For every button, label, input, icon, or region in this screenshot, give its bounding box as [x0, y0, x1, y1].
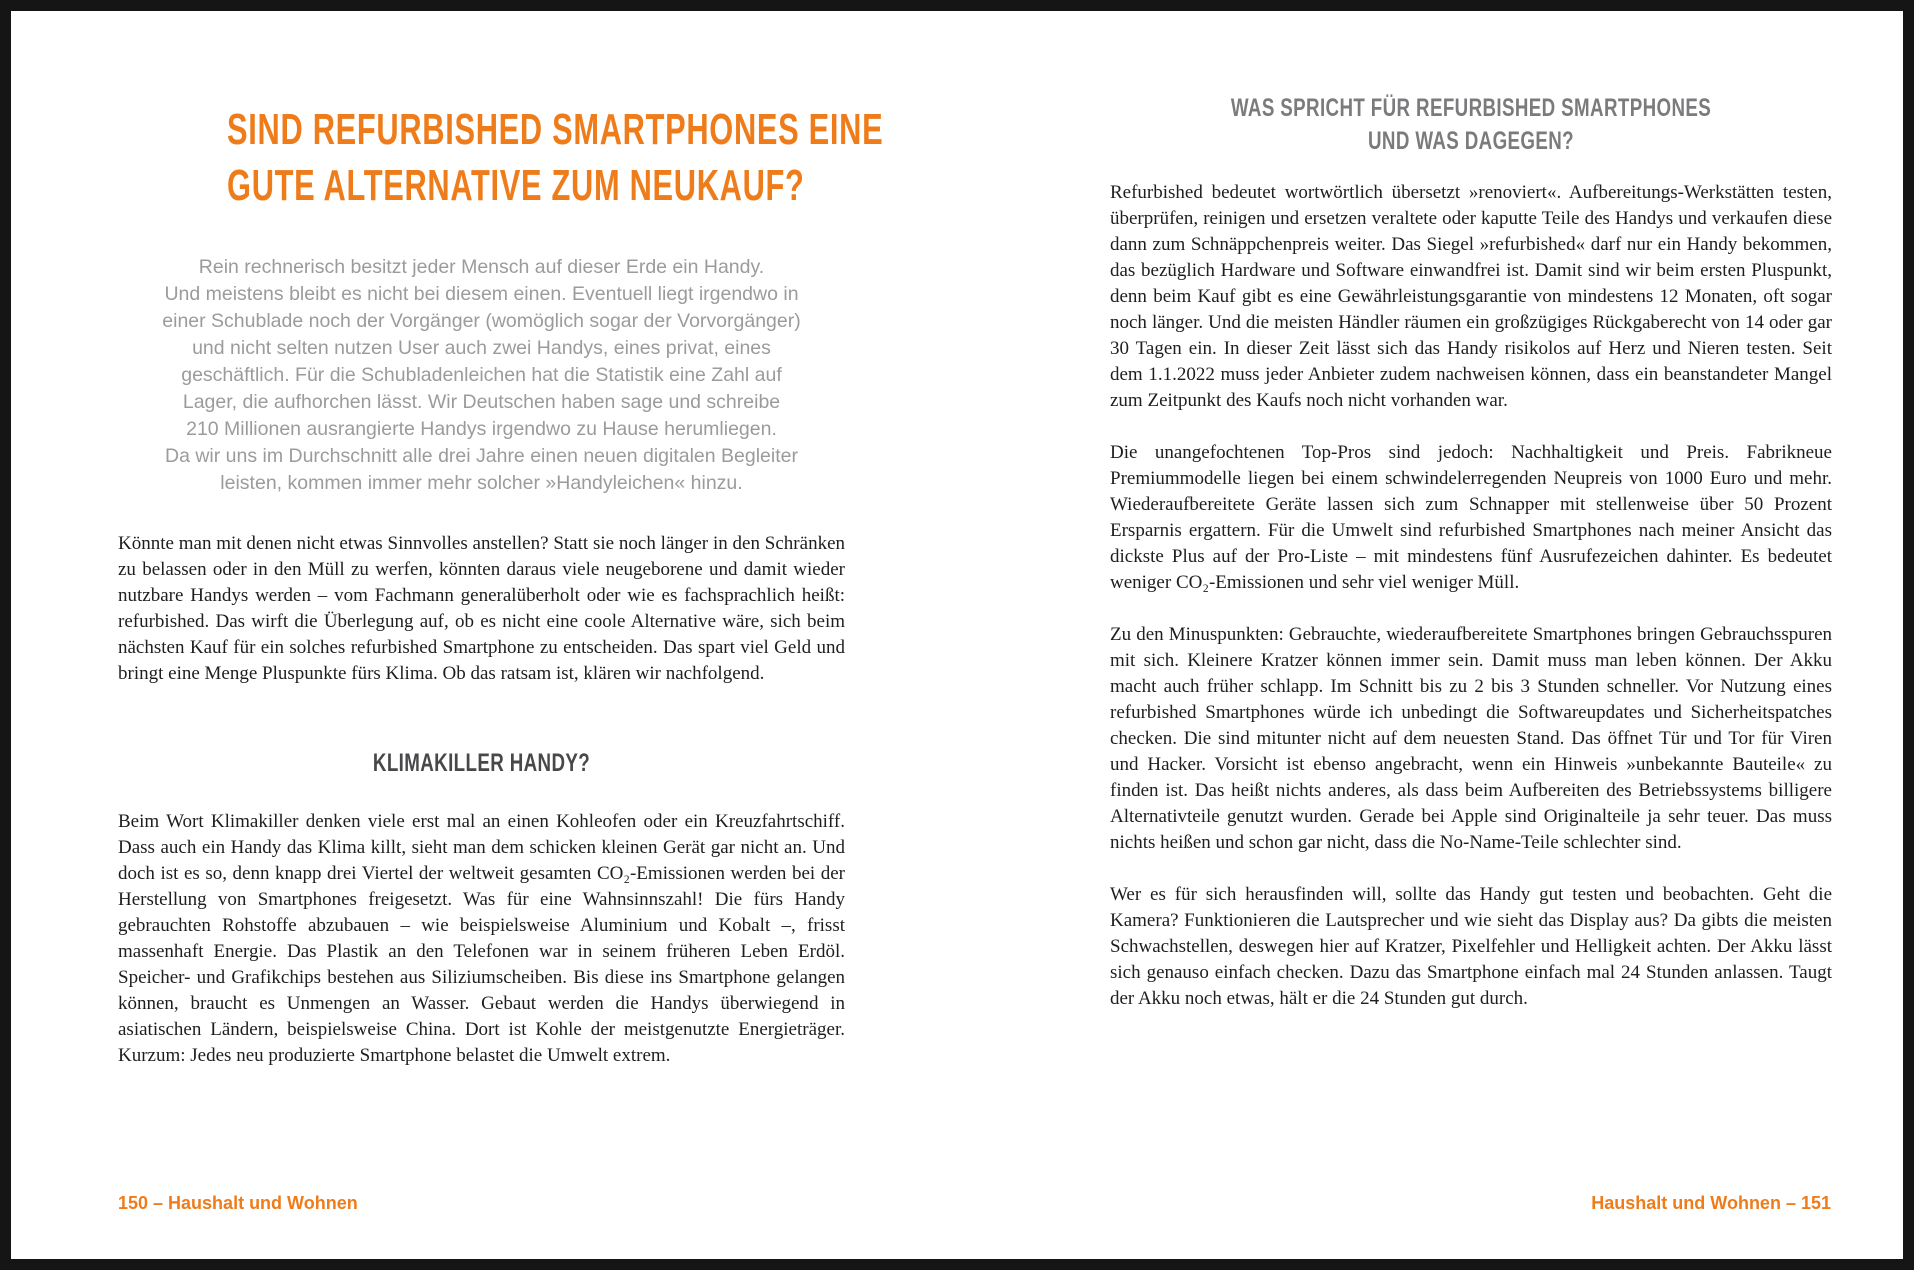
intro-line: Lager, die aufhorchen lässt. Wir Deutschen haben sage und schreibe — [182, 391, 781, 413]
body-paragraph: Wer es für sich herausfinden will, sollte das Handy gut testen und beobachten. Geht die Kamera? Funktionieren die Lautsprecher und wie sieht das Display aus? Da gibts die meisten Schwachstellen, deswegen hier auf Kratzer, Pixelfehler und Helligkeit achten. Der Akku lässt sich genauso einfach checken. Dazu das Smartphone einfach mal 24 Stunden anlassen. Taugt der Akku noch etwas, hält er die 24 Stunden gut durch. — [1110, 884, 1832, 1009]
body-paragraph: Beim Wort Klimakiller denken viele erst mal an einen Kohleofen oder ein Kreuzfahrtschiff. Dass auch ein Handy das Klima killt, sieht man dem schicken kleinen Gerät gar nicht an. Und doch ist es so, denn knapp drei Viertel der weltweit gesamten CO₂-Emissionen werden bei der Herstellung von Smartphones freigesetzt. Was für eine Wahnsinnszahl! Die fürs Handy gebrauchten Rohstoffe abzubauen – wie beispielsweise Aluminium und Kobalt –, frisst massenhaft Energie. Das Plastik an den Telefonen war in seinem früheren Leben Erdöl. Speicher- und Grafikchips bestehen aus Siliziumscheiben. Bis diese ins Smartphone gelangen können, braucht es Unmengen an Wasser. Gebaut werden die Handys überwiegend in asiatischen Ländern, beispielsweise China. Dort ist Kohle der meistgenutzte Energieträger. Kurzum: Jedes neu produzierte Smartphone belastet die Umwelt extrem. — [118, 811, 845, 1066]
intro-line: leisten, kommen immer mehr solcher »Handyleichen« hinzu. — [220, 472, 743, 494]
right-page-content — [1110, 92, 1832, 1038]
body-paragraph: Die unangefochtenen Top-Pros sind jedoch: Nachhaltigkeit und Preis. Fabrikneue Premiummodelle liegen bei einem schwindelerregenden Neupreis von 1000 Euro und mehr. Wiederaufbereitete Geräte lassen sich zum Schnapper mit stellenweise über 50 Prozent Ersparnis ergattern. Für die Umwelt sind refurbished Smartphones nach meiner Ansicht das dickste Plus auf der Pro-Liste – mit mindestens fünf Ausrufezeichen dahinter. Es bedeutet weniger CO₂-Emissionen und sehr viel weniger Müll. — [1110, 442, 1832, 593]
intro-line: Da wir uns im Durchschnitt alle drei Jahre einen neuen digitalen Begleiter — [164, 445, 798, 467]
body-paragraphs — [1110, 180, 1832, 1012]
page-title-line: SIND REFURBISHED SMARTPHONES EINE — [227, 105, 884, 154]
page-title — [227, 102, 884, 214]
page-footer-right: Haushalt und Wohnen – 151 — [1591, 1193, 1831, 1213]
page-title-line: GUTE ALTERNATIVE ZUM NEUKAUF? — [227, 161, 805, 210]
intro-line: Rein rechnerisch besitzt jeder Mensch auf dieser Erde ein Handy. — [198, 256, 765, 278]
intro-line: geschäftlich. Für die Schubladenleichen hat die Statistik eine Zahl auf — [181, 364, 782, 386]
body-paragraph: Könnte man mit denen nicht etwas Sinnvolles anstellen? Statt sie noch länger in den Schränken zu belassen oder in den Müll zu werfen, könnten daraus viele neugeborene und damit wieder nutzbare Handys werden – vom Fachmann generalüberholt oder wie es fachsprachlich heißt: refurbished. Das wirft die Überlegung auf, ob es nicht eine coole Alternative wäre, sich beim nächsten Kauf für ein solches refurbished Smartphone zu entscheiden. Das spart viel Geld und bringt eine Menge Pluspunkte fürs Klima. Ob das ratsam ist, klären wir nachfolgend. — [118, 533, 845, 684]
intro-line: und nicht selten nutzen User auch zwei Handys, eines privat, eines — [192, 337, 771, 359]
section-heading-line: UND WAS DAGEGEN? — [1367, 127, 1575, 155]
section-heading: KLIMAKILLER HANDY? — [372, 749, 591, 777]
page-right — [957, 0, 1914, 1270]
page-footer-left: 150 – Haushalt und Wohnen — [118, 1193, 358, 1213]
section-heading — [1200, 92, 1742, 158]
intro-line: einer Schublade noch der Vorgänger (womöglich sogar der Vorvorgänger) — [162, 310, 801, 332]
intro-line: Und meistens bleibt es nicht bei diesem einen. Eventuell liegt irgendwo in — [164, 283, 799, 305]
section-heading-line: WAS SPRICHT FÜR REFURBISHED SMARTPHONES — [1230, 94, 1712, 122]
body-paragraph: Zu den Minuspunkten: Gebrauchte, wiederaufbereitete Smartphones bringen Gebrauchsspuren mit sich. Kleinere Kratzer können immer sein. Damit muss man leben können. Der Akku macht auch früher schlapp. Im Schnitt bis zu 2 bis 3 Stunden schneller. Vor Nutzung eines refurbished Smartphones würde ich unbedingt die Softwareupdates und Sicherheitspatches checken. Die sind mitunter nicht auf dem neuesten Stand. Das öffnet Tür und Tor für Viren und Hacker. Vorsicht ist ebenso angebracht, wenn ein Hinweis »unbekannte Bauteile« zu finden ist. Das heißt nichts anderes, als dass beim Aufbereiten des Betriebssystems billigere Alternativteile genutzt wurden. Gerade bei Apple sind Originalteile ja sehr teuer. Das muss nichts heißen und schon gar nicht, dass die No-Name-Teile schlechter sind. — [1110, 624, 1832, 853]
intro-text — [108, 254, 855, 497]
intro-line: 210 Millionen ausrangierte Handys irgendwo zu Hause herumliegen. — [186, 418, 777, 440]
body-paragraph: Refurbished bedeutet wortwörtlich übersetzt »renoviert«. Aufbereitungs-Werkstätten testen, überprüfen, reinigen und ersetzen veraltete oder kaputte Teile des Handys und verkaufen diese dann zum Schnäppchenpreis weiter. Das Siegel »refurbished« darf nur ein Handy bekommen, das bezüglich Hardware und Software einwandfrei ist. Damit sind wir beim ersten Pluspunkt, denn beim Kauf gibt es eine Gewährleistungsgarantie von mindestens 12 Monaten, oft sogar noch länger. Und die meisten Händler räumen ein großzügiges Rückgaberecht von 14 oder gar 30 Tagen ein. In dieser Zeit lässt sich das Handy risikolos auf Herz und Nieren testen. Seit dem 1.1.2022 muss jeder Anbieter zudem nachweisen können, dass ein beanstandeter Mangel zum Zeitpunkt des Kaufs noch nicht vorhanden war. — [1110, 182, 1832, 411]
